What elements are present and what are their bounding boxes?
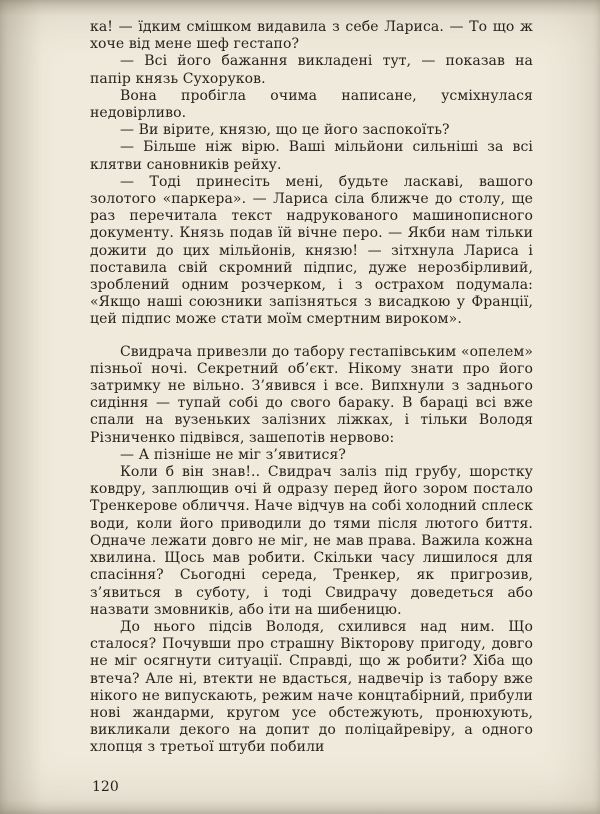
paragraph: — Всі його бажання викладені тут, — показав на папір князь Сухоруков. xyxy=(90,53,533,87)
paragraph: — Тоді принесіть мені, будьте ласкаві, вашого золотого «паркера». — Лариса сіла ближче до столу, ще раз перечитала текст надрукованого машинописного документу. Князь подав їй вічне перо. — Якби нам тільки дожити до цих мільйонів, князю! — зітхнула Лариса і поставила свій скромний підпис, дуже нерозбірливий, зроблений одним розчерком, і з острахом подумала: «Якщо наші союзники запізняться з висадкою у Франції, цей підпис може стати моїм смертним вироком». xyxy=(90,173,533,328)
paragraph: Вона пробігла очима написане, усміхнулася недовірливо. xyxy=(90,87,533,122)
paragraph: — А пізніше не міг з’явитися? xyxy=(120,446,347,463)
paragraph: — Ви вірите, князю, що це його заспокоїть? xyxy=(120,122,450,139)
scan-edge-shadow-left xyxy=(0,0,42,814)
paragraph: — Більше ніж вірю. Ваші мільйони сильніші за всі клятви сановників рейху. xyxy=(90,139,533,173)
page-text-column xyxy=(90,19,533,757)
paragraph: До нього підсів Володя, схилився над ним. Що сталося? Почувши про страшну Вікторову пригоду, довго не міг осягнути ситуації. Справді, що ж робити? Хіба що втеча? Але ні, втекти не вдасться, надвечір із табору вже нікого не випускають, режим наче концтабірний, прибули нові жандарми, кругом усе обстежують, пронюхують, викликали декого на допит до поліцайревіру, а одного хлопця з третьої штуби побили xyxy=(90,618,533,756)
scan-edge-shadow-top xyxy=(0,0,600,16)
scan-edge-shadow-bottom xyxy=(0,800,600,814)
paragraph: ка! — їдким смішком видавила з себе Лариса. — То що ж хоче від мене шеф гестапо? xyxy=(90,19,533,53)
paragraph-section-start: Свидрача привезли до табору гестапівським «опелем» пізньої ночі. Секретний об’єкт. Нікому знати про його затримку не вільно. З’явився і все. Випхнули з заднього сидіння — тупай собі до свого бараку. В бараці всі вже спали на вузеньких залізних ліжках, і тільки Володя Різниченко підвівся, зашепотів нервово: xyxy=(90,343,533,446)
page-number: 120 xyxy=(92,779,119,795)
paragraph: Коли б він знав!.. Свидрач заліз під грубу, шорстку ковдру, заплющив очі й одразу перед його зором постало Тренкерове обличчя. Наче відчув на собі холодний сплеск води, коли його приводили до тями після лютого биття. Одначе лежати довго не міг, не мав права. Важила кожна хвилина. Щось мав робити. Скільки часу лишилося для спасіння? Сьогодні середа, Тренкер, як пригрозив, з’явиться в суботу, і тоді Свидрачу доведеться або назвати змовників, або іти на шибеницю. xyxy=(90,464,533,618)
